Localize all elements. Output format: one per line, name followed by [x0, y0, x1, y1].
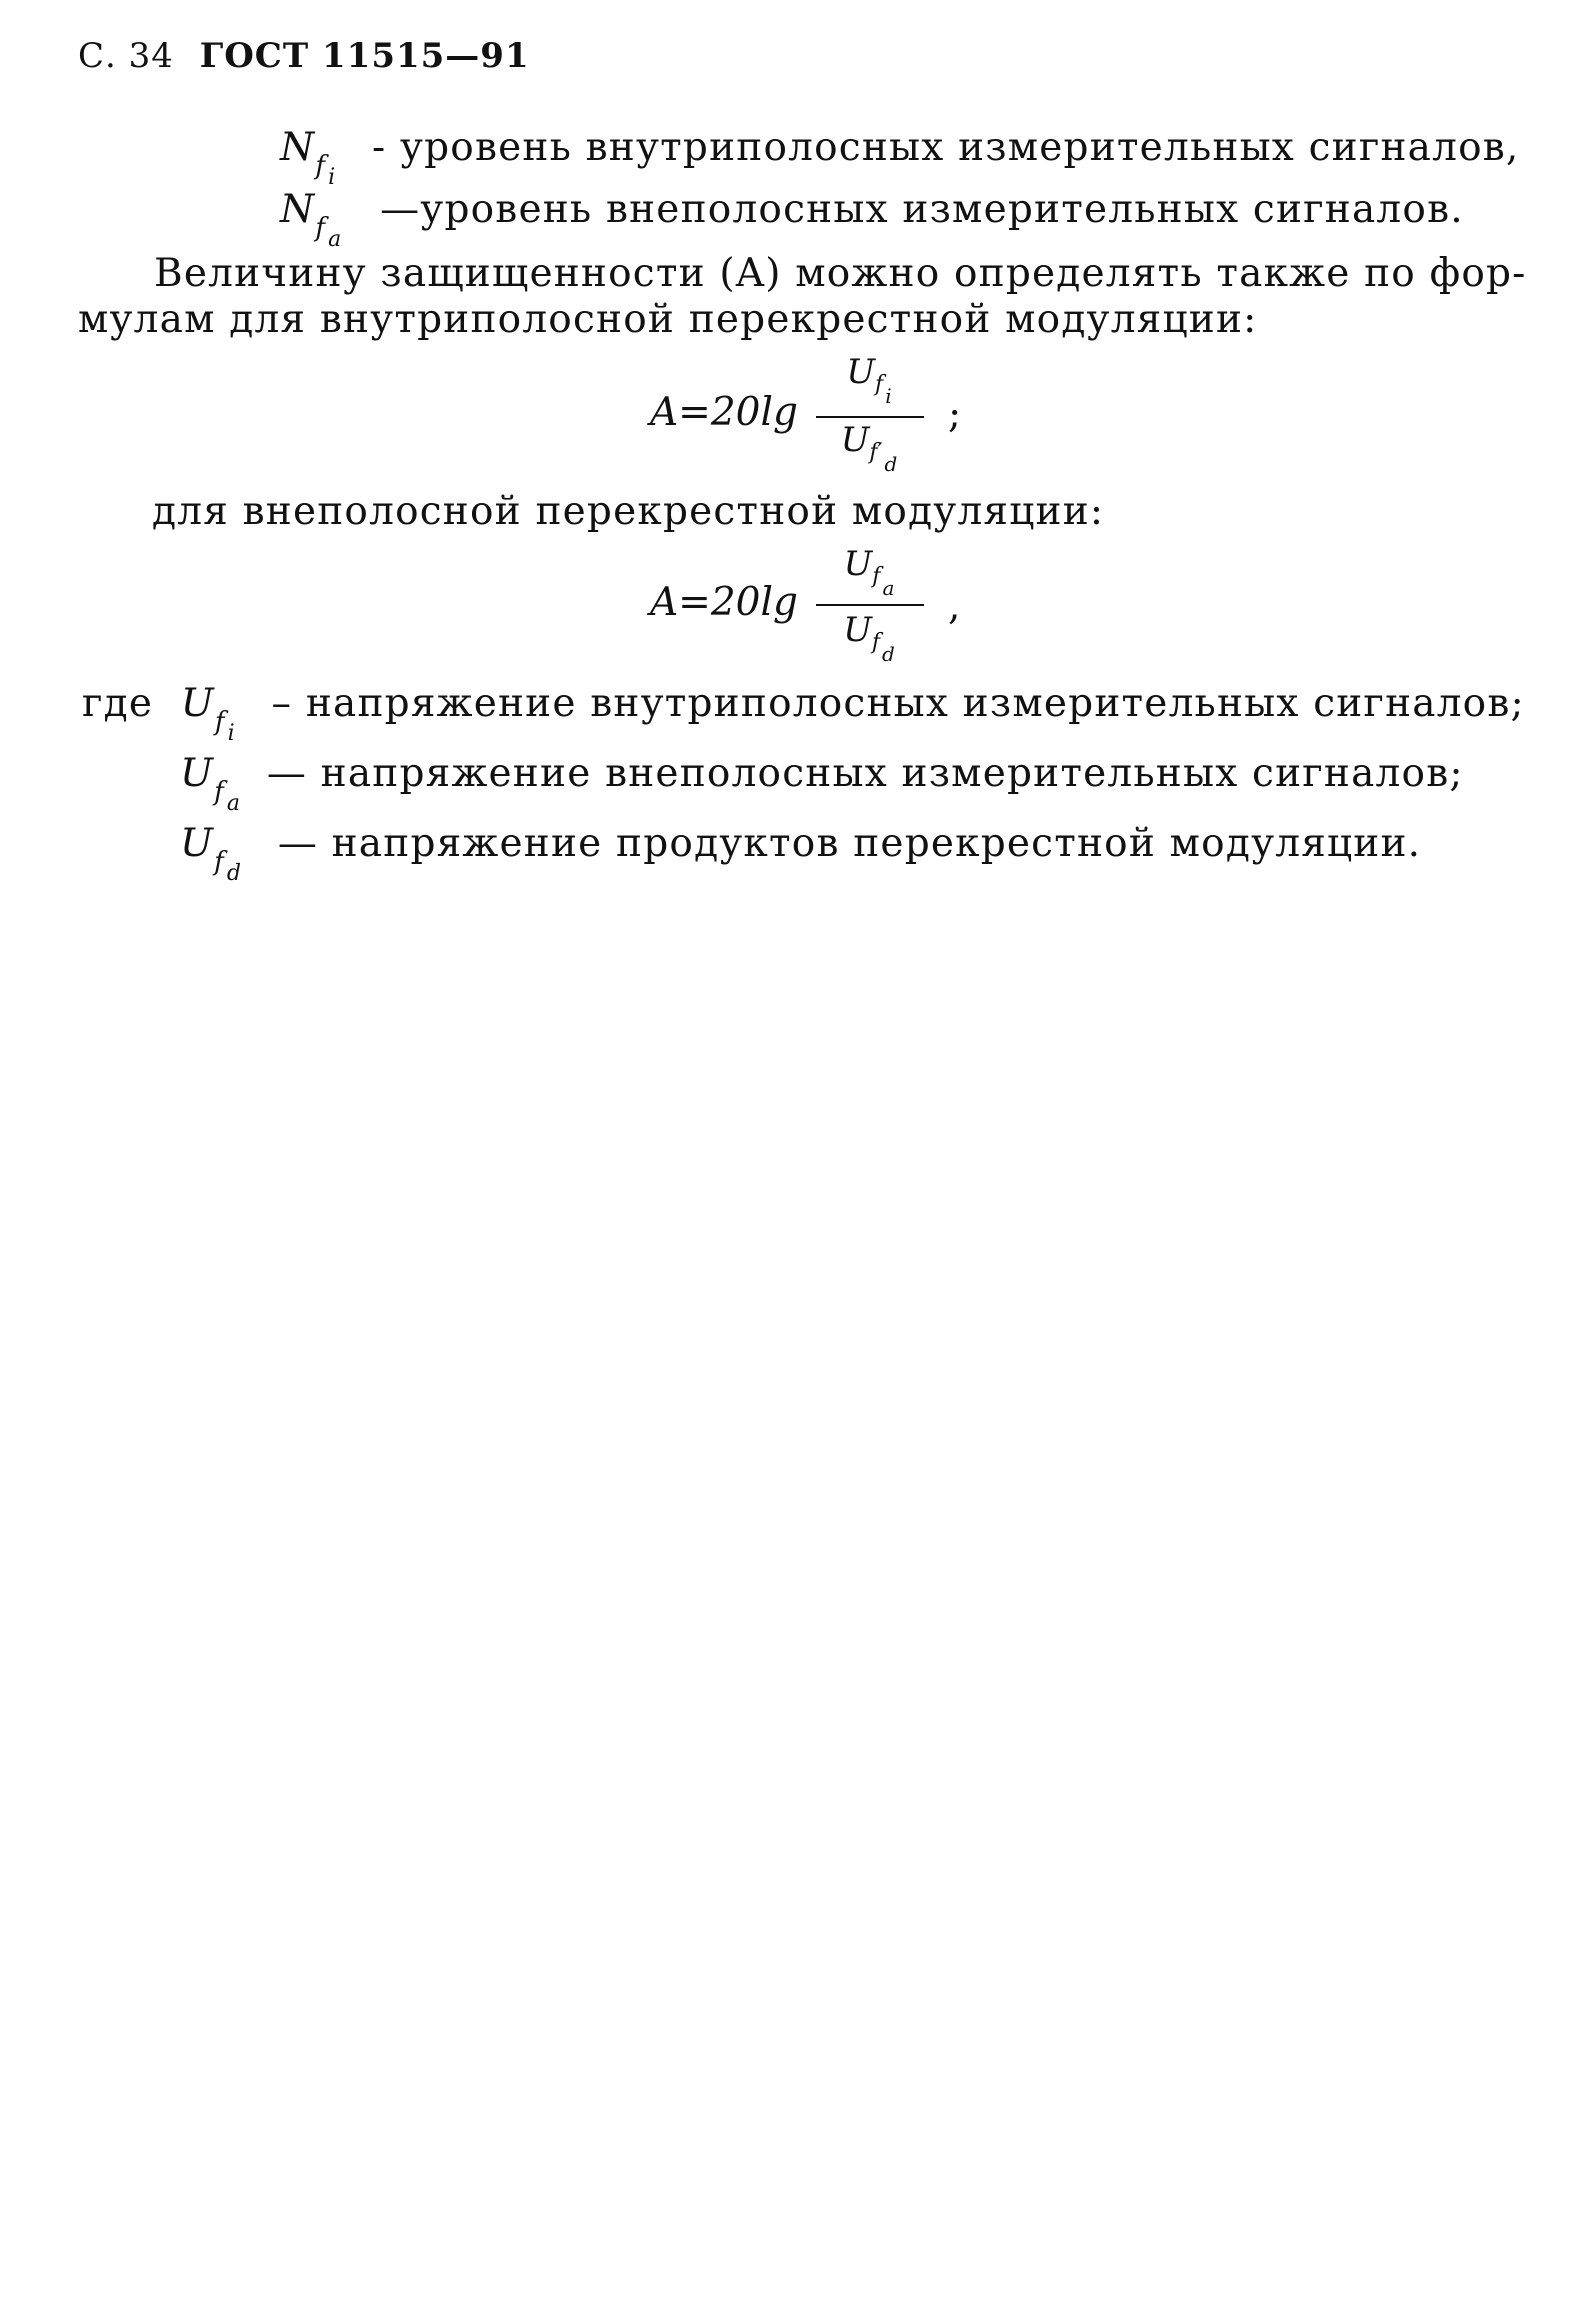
formula2-den-symbol: U — [843, 610, 872, 650]
page-number: С. 34 — [78, 36, 174, 76]
standard-number: ГОСТ 11515—91 — [199, 36, 530, 76]
def-nfi-symbol: N — [280, 125, 316, 170]
def-nfa — [280, 187, 1464, 252]
formula1-numerator — [808, 352, 930, 408]
def-nfi-sub2: i — [328, 165, 337, 190]
formula2-lhs: A=20lg — [650, 580, 798, 625]
formula2-tail: , — [948, 584, 961, 629]
def-ufd — [180, 821, 1422, 886]
def-nfi-sub: f — [315, 151, 327, 181]
formula-in-band — [650, 390, 798, 435]
def-nfa-sub: f — [315, 213, 327, 243]
def-nfa-symbol: N — [280, 187, 316, 232]
def-nfi-text: - уровень внутриполосных измерительных сигналов, — [372, 125, 1520, 170]
paragraph-line2: мулам для внутриполосной перекрестной модуляции: — [78, 297, 1258, 342]
formula1-tail: ; — [948, 392, 962, 437]
formula2-denominator — [808, 610, 930, 666]
def-ufi-text: – напряжение внутриполосных измерительных сигналов; — [271, 681, 1525, 726]
def-ufa — [180, 751, 1464, 816]
formula1-num-symbol: U — [846, 352, 876, 392]
def-ufd-symbol: U — [180, 821, 215, 866]
def-nfi — [280, 125, 1520, 190]
out-band-text: для внеполосной перекрестной модуляции: — [152, 489, 1105, 534]
formula1-lhs: A=20lg — [650, 390, 798, 435]
def-ufa-symbol: U — [180, 751, 215, 796]
formula2-fraction-bar — [816, 604, 924, 606]
def-ufa-sub2: a — [226, 791, 242, 816]
formula2-num-sub: f — [872, 564, 881, 589]
formula1-num-sub2: i — [885, 384, 892, 408]
formula1-den-sub2: d — [884, 452, 898, 476]
formula1-fraction-bar — [816, 416, 924, 418]
formula2-numerator — [808, 544, 930, 600]
formula1-den-symbol: U — [840, 420, 870, 460]
def-nfa-sub2: a — [328, 227, 343, 252]
def-ufd-sub2: d — [226, 861, 243, 886]
formula1-den-sub: f′ — [869, 440, 883, 465]
def-nfa-text: —уровень внеполосных измерительных сигналов. — [380, 187, 1464, 232]
formula-out-band — [650, 580, 798, 625]
def-ufd-text: — напряжение продуктов перекрестной модуляции. — [277, 821, 1422, 866]
formula1-denominator — [808, 420, 930, 476]
paragraph-line1: Величину защищенности (A) можно определять также по фор- — [154, 251, 1527, 296]
formula2-num-symbol: U — [843, 544, 873, 584]
def-ufa-sub: f — [214, 777, 225, 807]
formula2-num-sub2: a — [882, 576, 895, 600]
def-ufi-symbol: U — [180, 681, 215, 726]
def-ufd-sub: f — [214, 847, 225, 877]
formula1-num-sub: f — [875, 372, 884, 397]
def-ufi — [82, 681, 1525, 746]
def-ufi-prefix: где — [82, 681, 154, 726]
page-header — [78, 36, 530, 76]
formula2-den-sub: f — [871, 630, 880, 655]
formula2-den-sub2: d — [882, 642, 895, 666]
def-ufi-sub: f — [214, 707, 226, 737]
def-ufa-text: — напряжение внеполосных измерительных сигналов; — [266, 751, 1464, 796]
def-ufi-sub2: i — [227, 721, 236, 746]
